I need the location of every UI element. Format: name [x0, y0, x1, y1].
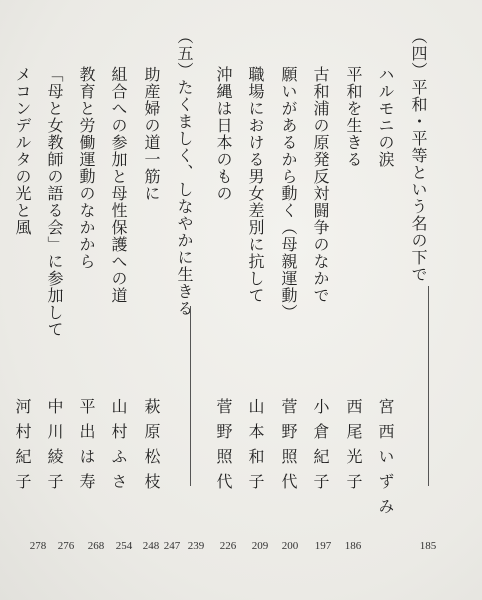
section-5-page: 247 [163, 540, 181, 552]
toc-entry-author: 山本和子 [246, 398, 265, 498]
section-4-page: 185 [419, 540, 437, 552]
toc-entry-page: 226 [219, 540, 237, 552]
toc-entry-page: 200 [281, 540, 299, 552]
toc-entry-title[interactable]: 助産婦の道一筋に [142, 66, 161, 202]
toc-entry-author: 山村ふさ [109, 398, 128, 498]
toc-entry-author: 西尾光子 [344, 398, 363, 498]
toc-entry-page: 197 [314, 540, 332, 552]
toc-entry-page: 186 [344, 540, 362, 552]
toc-entry-title[interactable]: 沖縄は日本のもの [214, 66, 233, 202]
toc-entry-page: 268 [87, 540, 105, 552]
section-4-heading: （四）平和・平等という名の下で [409, 28, 428, 283]
toc-entry-page: 278 [29, 540, 47, 552]
toc-entry-author: 宮西いずみ [376, 398, 395, 523]
toc-entry-author: 菅野照代 [279, 398, 298, 498]
toc-entry-author: 中川綾子 [45, 398, 64, 498]
toc-entry-author: 小倉紀子 [311, 398, 330, 498]
toc-entry-author: 河村紀子 [13, 398, 32, 498]
section-4-dash-rule [428, 286, 429, 486]
toc-entry-page: 209 [251, 540, 269, 552]
toc-entry-title[interactable]: 願いがあるから動く（母親運動） [279, 66, 298, 321]
toc-entry-title[interactable]: ハルモニの涙 [376, 66, 395, 168]
section-5-heading: （五）たくましく、しなやかに生きる [175, 28, 194, 317]
toc-entry-title[interactable]: 古和浦の原発反対闘争のなかで [311, 66, 330, 304]
toc-entry-title[interactable]: 「母と女教師の語る会」に参加して [45, 66, 64, 338]
toc-entry-title[interactable]: 職場における男女差別に抗して [246, 66, 265, 304]
toc-entry-page: 239 [187, 540, 205, 552]
toc-entry-page: 276 [57, 540, 75, 552]
toc-entry-title[interactable]: 平和を生きる [344, 66, 363, 168]
toc-entry-page: 248 [142, 540, 160, 552]
toc-entry-author: 平出は寿 [77, 398, 96, 498]
toc-entry-title[interactable]: 組合への参加と母性保護への道 [109, 66, 128, 304]
section-5-dash-rule [190, 306, 191, 486]
toc-entry-author: 菅野照代 [214, 398, 233, 498]
toc-entry-author: 萩原松枝 [142, 398, 161, 498]
toc-entry-title[interactable]: メコンデルタの光と風 [13, 66, 32, 236]
toc-entry-page: 254 [115, 540, 133, 552]
toc-entry-title[interactable]: 教育と労働運動のなかから [77, 66, 96, 270]
